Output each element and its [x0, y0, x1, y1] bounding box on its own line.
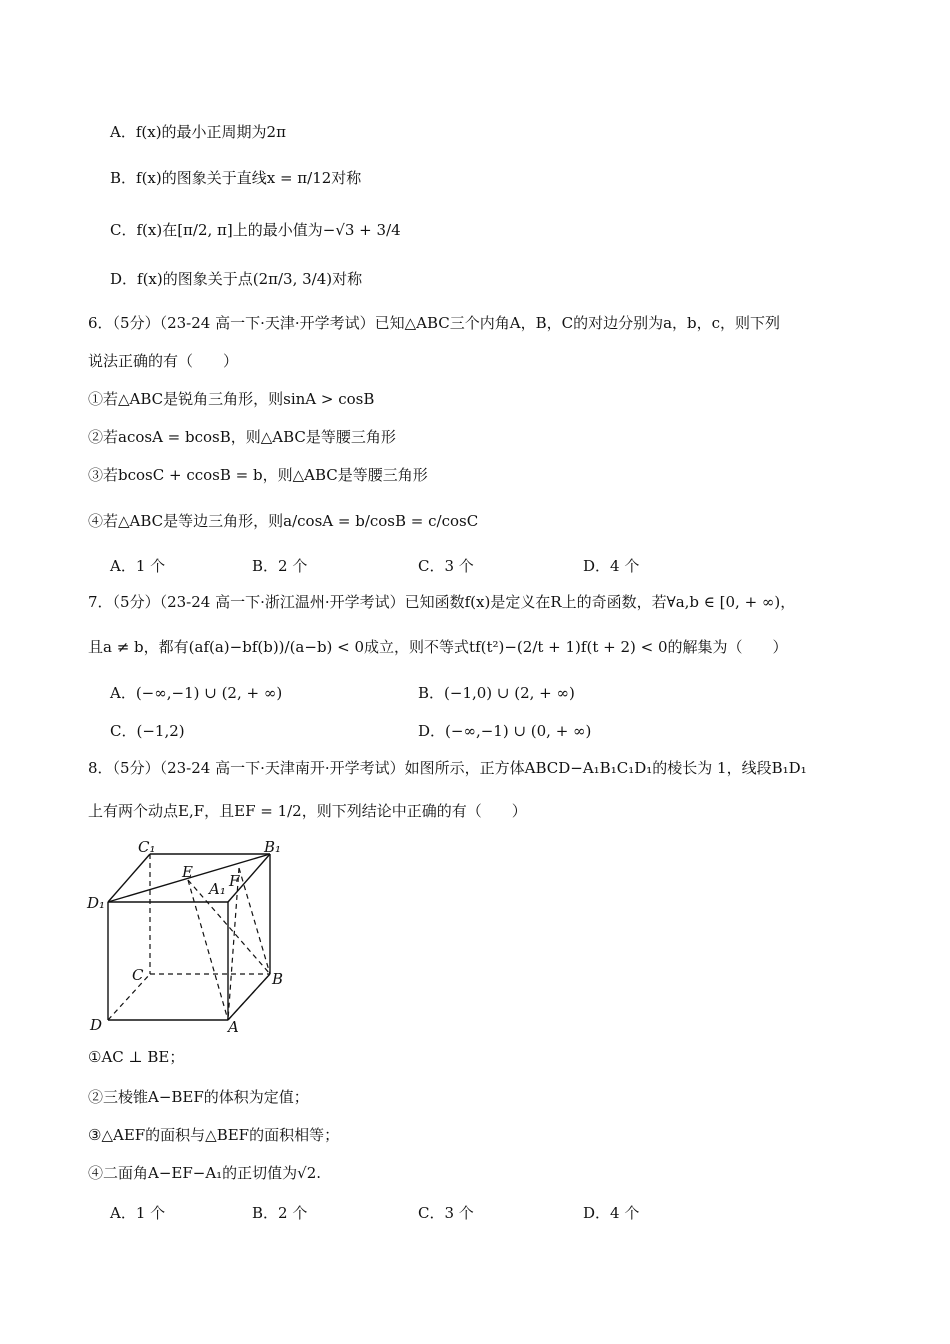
- q8-choice-c: C．3 个: [418, 1204, 474, 1222]
- q6-item-2: ②若acosA = bcosB，则△ABC是等腰三角形: [88, 428, 396, 446]
- label-e: E: [182, 863, 193, 881]
- q7-stem-line1: 7．（5分）（23-24 高一下·浙江温州·开学考试）已知函数f(x)是定义在R上的奇函数，若∀a,b ∈ [0, + ∞)，: [88, 593, 796, 611]
- q8-stem-line2: 上有两个动点E,F，且EF = 1/2，则下列结论中正确的有（ ）: [88, 802, 527, 820]
- q6-item-4: ④若△ABC是等边三角形，则a/cosA = b/cosB = c/cosC: [88, 512, 479, 530]
- q7-choice-b: B．(−1,0) ∪ (2, + ∞): [418, 684, 575, 702]
- q6-choice-d: D．4 个: [583, 557, 640, 575]
- q5-option-b: B．f(x)的图象关于直线x = π/12对称: [110, 169, 362, 187]
- q7-choice-d: D．(−∞,−1) ∪ (0, + ∞): [418, 722, 592, 740]
- label-b1: B₁: [264, 838, 282, 856]
- q5-option-d: D．f(x)的图象关于点(2π/3, 3/4)对称: [110, 270, 363, 288]
- q8-choice-b: B．2 个: [252, 1204, 308, 1222]
- q8-item-4: ④二面角A−EF−A₁的正切值为√2.: [88, 1164, 322, 1182]
- q6-stem-line1: 6．（5分）（23-24 高一下·天津·开学考试）已知△ABC三个内角A，B，C的对边分别为a，b，c，则下列: [88, 314, 781, 332]
- q5-option-a: A．f(x)的最小正周期为2π: [110, 123, 286, 141]
- q8-choice-a: A．1 个: [110, 1204, 166, 1222]
- label-d1: D₁: [87, 894, 106, 912]
- q6-choice-b: B．2 个: [252, 557, 308, 575]
- q8-item-2: ②三棱锥A−BEF的体积为定值；: [88, 1088, 309, 1106]
- label-a: A: [228, 1018, 239, 1036]
- q7-choice-c: C．(−1,2): [110, 722, 185, 740]
- label-b: B: [272, 970, 284, 988]
- label-c: C: [132, 966, 144, 984]
- q7-stem-line2: 且a ≠ b，都有(af(a)−bf(b))/(a−b) < 0成立，则不等式tf(t²)−(2/t + 1)f(t + 2) < 0的解集为（ ）: [88, 638, 788, 656]
- q6-item-1: ①若△ABC是锐角三角形，则sinA > cosB: [88, 390, 375, 408]
- cube-figure: [84, 836, 304, 1036]
- q8-item-1: ①AC ⊥ BE；: [88, 1048, 185, 1066]
- q8-item-3: ③△AEF的面积与△BEF的面积相等；: [88, 1126, 340, 1144]
- label-a1: A₁: [209, 880, 226, 898]
- label-f: F: [229, 872, 240, 890]
- q6-stem-line2: 说法正确的有（ ）: [88, 352, 239, 370]
- q5-option-c: C．f(x)在[π/2, π]上的最小值为−√3 + 3/4: [110, 221, 401, 239]
- q6-choice-a: A．1 个: [110, 557, 166, 575]
- q6-choice-c: C．3 个: [418, 557, 474, 575]
- q6-item-3: ③若bcosC + ccosB = b，则△ABC是等腰三角形: [88, 466, 428, 484]
- label-d: D: [90, 1016, 103, 1034]
- q7-choice-a: A．(−∞,−1) ∪ (2, + ∞): [110, 684, 283, 702]
- q8-choice-d: D．4 个: [583, 1204, 640, 1222]
- label-c1: C₁: [138, 838, 156, 856]
- q8-stem-line1: 8．（5分）（23-24 高一下·天津南开·开学考试）如图所示，正方体ABCD−A₁B₁C₁D₁的棱长为 1，线段B₁D₁: [88, 759, 807, 777]
